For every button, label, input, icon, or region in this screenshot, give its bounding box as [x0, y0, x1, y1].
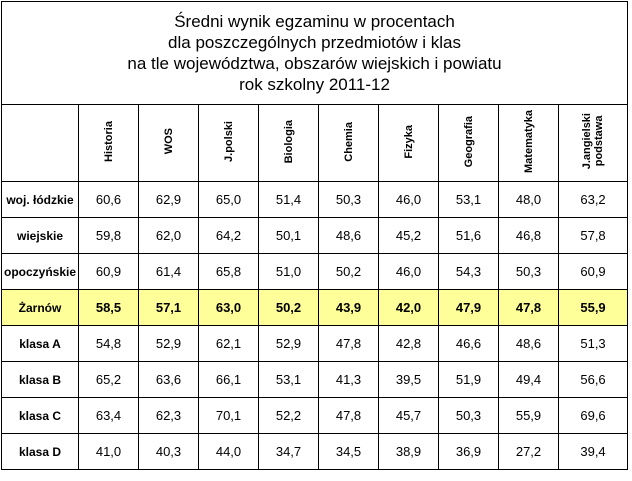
column-header-line: J.angielski: [581, 113, 594, 170]
table-cell: 55,9: [559, 290, 628, 326]
column-header-line: WOS: [162, 128, 175, 155]
table-row: [2, 326, 628, 362]
table-cell: 60,9: [559, 254, 628, 290]
table-cell: 56,6: [559, 362, 628, 398]
table-cell: 60,6: [79, 182, 139, 218]
table-cell: 46,0: [379, 254, 439, 290]
column-header: [259, 105, 319, 182]
table-cell: 50,2: [259, 290, 319, 326]
table-cell: 51,6: [439, 218, 499, 254]
table-cell: 60,9: [79, 254, 139, 290]
column-header-line: Biologia: [282, 119, 295, 164]
row-label: wiejskie: [2, 218, 79, 254]
row-label: klasa B: [2, 362, 79, 398]
table-cell: 66,1: [199, 362, 259, 398]
table-cell: 65,0: [199, 182, 259, 218]
column-header-label: [103, 121, 115, 162]
table-cell: 50,2: [319, 254, 379, 290]
table-cell: 64,2: [199, 218, 259, 254]
table-cell: 46,0: [379, 182, 439, 218]
row-label: klasa A: [2, 326, 79, 362]
row-label: opoczyńskie: [2, 254, 79, 290]
table-cell: 53,1: [439, 182, 499, 218]
table-cell: 50,1: [259, 218, 319, 254]
column-header: [319, 105, 379, 182]
table-cell: 50,3: [499, 254, 559, 290]
title-line-3: na tle województwa, obszarów wiejskich i powiatu: [127, 54, 502, 73]
table-row: [2, 218, 628, 254]
table-cell: 48,6: [499, 326, 559, 362]
table-cell: 34,7: [259, 434, 319, 470]
table-cell: 51,3: [559, 326, 628, 362]
column-header-label: [343, 122, 355, 162]
table-cell: 69,6: [559, 398, 628, 434]
table-cell: 50,3: [319, 182, 379, 218]
column-header-label: [163, 128, 175, 154]
table-cell: 62,0: [139, 218, 199, 254]
column-header: [559, 105, 628, 182]
table-title: [2, 2, 628, 105]
table-cell: 63,6: [139, 362, 199, 398]
table-cell: 51,0: [259, 254, 319, 290]
column-header-label: [403, 125, 415, 159]
table-cell: 51,9: [439, 362, 499, 398]
table-cell: 43,9: [319, 290, 379, 326]
table-cell: 57,8: [559, 218, 628, 254]
header-corner-cell: [2, 105, 79, 182]
table-cell: 47,9: [439, 290, 499, 326]
column-header-line: J.polski: [222, 121, 235, 162]
table-cell: 65,8: [199, 254, 259, 290]
results-table: [1, 1, 628, 470]
column-header: [199, 105, 259, 182]
column-header: [139, 105, 199, 182]
table-cell: 51,4: [259, 182, 319, 218]
column-header: [499, 105, 559, 182]
column-header-line: Matematyka: [522, 110, 535, 173]
table-cell: 48,6: [319, 218, 379, 254]
title-line-1: Średni wynik egzaminu w procentach: [174, 12, 455, 31]
column-header-line: Geografia: [462, 115, 475, 168]
table-row: [2, 434, 628, 470]
table-cell: 47,8: [319, 398, 379, 434]
column-header-line: podstawa: [593, 116, 606, 167]
table-cell: 61,4: [139, 254, 199, 290]
column-header-line: Fizyka: [402, 124, 415, 159]
table-cell: 55,9: [499, 398, 559, 434]
column-header-label: [223, 121, 235, 162]
table-cell: 48,0: [499, 182, 559, 218]
column-header-label: [523, 110, 535, 173]
table-cell: 49,4: [499, 362, 559, 398]
column-header-label: [581, 113, 605, 169]
table-cell: 54,3: [439, 254, 499, 290]
table-cell: 34,5: [319, 434, 379, 470]
table-cell: 39,4: [559, 434, 628, 470]
row-label: klasa D: [2, 434, 79, 470]
row-label: klasa C: [2, 398, 79, 434]
table-cell: 44,0: [199, 434, 259, 470]
table-cell: 38,9: [379, 434, 439, 470]
table-cell: 54,8: [79, 326, 139, 362]
column-header: [379, 105, 439, 182]
table-row: [2, 182, 628, 218]
table-cell: 42,0: [379, 290, 439, 326]
table-cell: 41,3: [319, 362, 379, 398]
table-cell: 46,6: [439, 326, 499, 362]
title-line-4: rok szkolny 2011-12: [239, 75, 390, 94]
table-row: [2, 398, 628, 434]
title-line-2: dla poszczególnych przedmiotów i klas: [168, 33, 461, 52]
table-cell: 46,8: [499, 218, 559, 254]
table-cell: 42,8: [379, 326, 439, 362]
row-label: Żarnów: [2, 290, 79, 326]
table-row: [2, 290, 628, 326]
table-cell: 47,8: [499, 290, 559, 326]
table-cell: 52,9: [139, 326, 199, 362]
table-cell: 62,3: [139, 398, 199, 434]
table-cell: 36,9: [439, 434, 499, 470]
row-label: woj. łódzkie: [2, 182, 79, 218]
table-cell: 52,2: [259, 398, 319, 434]
table-cell: 58,5: [79, 290, 139, 326]
column-header-line: Historia: [102, 121, 115, 162]
table-cell: 40,3: [139, 434, 199, 470]
column-header-label: [463, 116, 475, 167]
table-cell: 63,0: [199, 290, 259, 326]
table-cell: 53,1: [259, 362, 319, 398]
table-cell: 70,1: [199, 398, 259, 434]
table-cell: 62,1: [199, 326, 259, 362]
table-row: [2, 362, 628, 398]
table-cell: 27,2: [499, 434, 559, 470]
table-cell: 50,3: [439, 398, 499, 434]
column-header: [79, 105, 139, 182]
table-row: [2, 254, 628, 290]
table-cell: 65,2: [79, 362, 139, 398]
table-cell: 45,7: [379, 398, 439, 434]
results-table-container: [1, 1, 627, 477]
header-row: [2, 105, 628, 182]
table-cell: 57,1: [139, 290, 199, 326]
column-header-line: Chemia: [342, 121, 355, 162]
column-header: [439, 105, 499, 182]
table-cell: 39,5: [379, 362, 439, 398]
table-cell: 62,9: [139, 182, 199, 218]
table-cell: 41,0: [79, 434, 139, 470]
table-cell: 59,8: [79, 218, 139, 254]
table-cell: 47,8: [319, 326, 379, 362]
table-cell: 63,4: [79, 398, 139, 434]
table-cell: 45,2: [379, 218, 439, 254]
table-cell: 63,2: [559, 182, 628, 218]
column-header-label: [283, 120, 295, 163]
table-cell: 52,9: [259, 326, 319, 362]
